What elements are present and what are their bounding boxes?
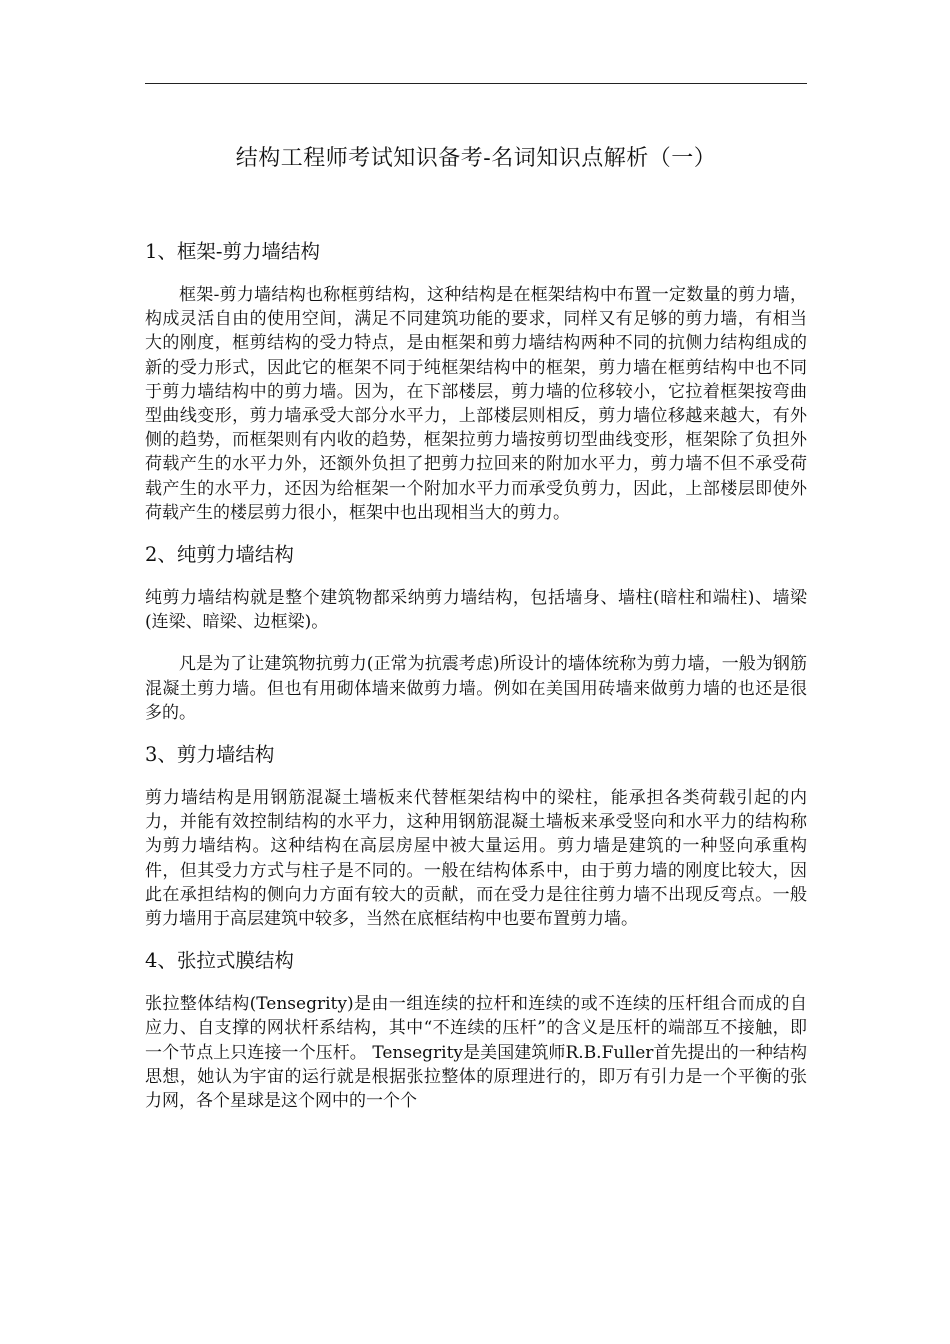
section-heading: 2、纯剪力墙结构 (145, 543, 294, 567)
section-paragraph: 框架-剪力墙结构也称框剪结构，这种结构是在框架结构中布置一定数量的剪力墙，构成灵活自由的使用空间，满足不同建筑功能的要求，同样又有足够的剪力墙，有相当大的刚度，框剪结构的受力特点，是由框架和剪力墙结构两种不同的抗侧力结构组成的新的受力形式，因此它的框架不同于纯框架结构中的框架，剪力墙在框剪结构中也不同于剪力墙结构中的剪力墙。因为，在下部楼层，剪力墙的位移较小，它拉着框架按弯曲型曲线变形，剪力墙承受大部分水平力，上部楼层则相反，剪力墙位移越来越大，有外侧的趋势，而框架则有内收的趋势，框架拉剪力墙按剪切型曲线变形，框架除了负担外荷载产生的水平力外，还额外负担了把剪力拉回来的附加水平力，剪力墙不但不承受荷载产生的水平力，还因为给框架一个附加水平力而承受负剪力，因此，上部楼层即使外荷载产生的楼层剪力很小，框架中也出现相当大的剪力。 (145, 285, 807, 523)
section-heading: 3、剪力墙结构 (145, 743, 275, 767)
section-paragraph: 纯剪力墙结构就是整个建筑物都采纳剪力墙结构，包括墙身、墙柱(暗柱和端柱)、墙梁(连梁、暗梁、边框梁)。 (145, 588, 807, 633)
section-shear-wall-structure (145, 739, 807, 931)
section-tension-membrane (145, 945, 807, 1113)
section-frame-shear-wall (145, 236, 807, 525)
section-paragraph: 剪力墙结构是用钢筋混凝土墙板来代替框架结构中的梁柱，能承担各类荷载引起的内力，并能有效控制结构的水平力，这种用钢筋混凝土墙板来承受竖向和水平力的结构称为剪力墙结构。这种结构在高层房屋中被大量运用。剪力墙是建筑的一种竖向承重构件，但其受力方式与柱子是不同的。一般在结构体系中，由于剪力墙的刚度比较大，因此在承担结构的侧向力方面有较大的贡献，而在受力是往往剪力墙不出现反弯点。一般剪力墙用于高层建筑中较多，当然在底框结构中也要布置剪力墙。 (145, 788, 807, 930)
document-body (145, 236, 807, 1113)
section-pure-shear-wall (145, 539, 807, 725)
document-title: 结构工程师考试知识备考-名词知识点解析（一） (235, 146, 717, 171)
section-paragraph: 凡是为了让建筑物抗剪力(正常为抗震考虑)所设计的墙体统称为剪力墙，一般为钢筋混凝土剪力墙。但也有用砌体墙来做剪力墙。例如在美国用砖墙来做剪力墙的也还是很多的。 (145, 654, 807, 723)
section-paragraph: 张拉整体结构(Tensegrity)是由一组连续的拉杆和连续的或不连续的压杆组合而成的自应力、自支撑的网状杆系结构，其中“不连续的压杆”的含义是压杆的端部互不接触，即一个节点上只连接一个压杆。 Tensegrity是美国建筑师R.B.Fuller首先提出的一种结构思想，她认为宇宙的运行就是根据张拉整体的原理进行的，即万有引力是一个平衡的张力网，各个星球是这个网中的一个个 (145, 994, 807, 1112)
header-rule (145, 83, 807, 84)
section-heading: 1、框架-剪力墙结构 (145, 240, 320, 263)
section-heading: 4、张拉式膜结构 (145, 949, 294, 973)
